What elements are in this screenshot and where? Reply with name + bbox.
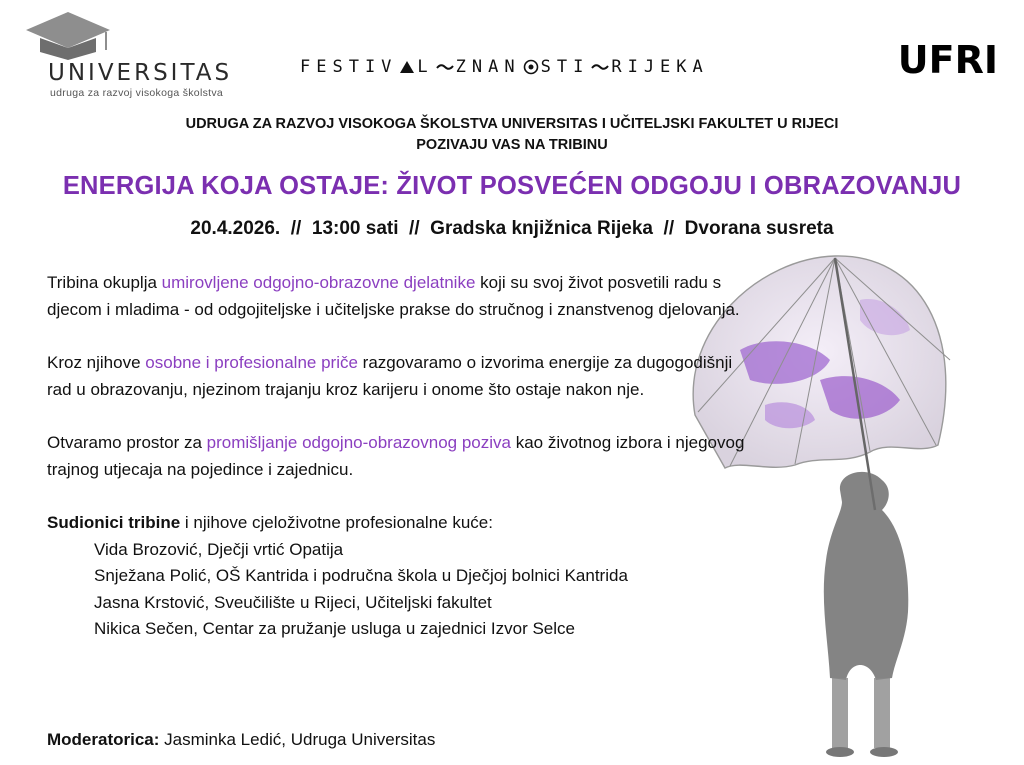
highlight: umirovljene odgojno-obrazovne djelatnike <box>161 273 476 292</box>
text: koji su svoj život posvetili radu s djecom i mladima - od odgojiteljske i učiteljske prakse do stručnog i znanstvenog djelovanja. <box>47 273 740 319</box>
participant-item: Nikica Sečen, Centar za pružanje usluga u zajednici Izvor Selce <box>94 619 575 638</box>
moderator-line <box>47 730 435 750</box>
organizers-line: UDRUGA ZA RAZVOJ VISOKOGA ŠKOLSTVA UNIVERSITAS I UČITELJSKI FAKULTET U RIJECI <box>185 116 839 132</box>
festival-part: L <box>417 57 434 77</box>
paragraph-2 <box>47 350 747 403</box>
ufri-logo: UFRI <box>897 38 998 82</box>
festival-part: FESTIV <box>300 57 398 77</box>
participants-heading: Sudionici tribine <box>47 513 181 532</box>
text: kao životnog izbora i njegovog trajnog utjecaja na pojedince i zajednicu. <box>47 433 745 479</box>
moderator-label: Moderatorica: <box>47 730 160 749</box>
invitation-line: POZIVAJU VAS NA TRIBINU <box>416 137 608 153</box>
festival-part: ZNAN <box>455 57 521 77</box>
wave-icon <box>591 62 609 72</box>
triangle-icon <box>399 60 415 74</box>
universitas-wordmark: UNIVERSITAS <box>48 60 233 86</box>
paragraph-1 <box>47 270 747 323</box>
participants-heading-rest: i njihove cjeloživotne profesionalne kuće: <box>180 513 493 532</box>
moderator-name: Jasminka Ledić, Udruga Universitas <box>159 730 436 749</box>
text: Tribina okuplja <box>47 273 162 292</box>
event-details: 20.4.2026. // 13:00 sati // Gradska knjižnica Rijeka // Dvorana susreta <box>190 218 834 239</box>
graduation-cap-icon <box>18 8 128 68</box>
universitas-subtitle: udruga za razvoj visokoga školstva <box>50 87 224 99</box>
universitas-logo <box>18 8 238 98</box>
festival-znanosti-logo <box>300 55 709 79</box>
highlight: osobne i profesionalne priče <box>145 353 358 372</box>
text: razgovaramo o izvorima energije za dugogodišnji rad u obrazovanju, njezinom trajanju kroz karijeru i onome što ostaje nakon nje. <box>47 353 733 399</box>
festival-part: RIJEKA <box>611 57 709 77</box>
text: Kroz njihove <box>47 353 146 372</box>
participant-item: Jasna Krstović, Sveučilište u Rijeci, Učiteljski fakultet <box>94 592 492 612</box>
invitation-body <box>47 270 747 643</box>
paragraph-3 <box>47 430 747 483</box>
wave-icon <box>436 62 454 72</box>
festival-part: STI <box>540 57 590 77</box>
target-icon <box>523 59 539 75</box>
event-title: ENERGIJA KOJA OSTAJE: ŽIVOT POSVEĆEN ODGOJU I OBRAZOVANJU <box>62 172 962 200</box>
participant-item: Vida Brozović, Dječji vrtić Opatija <box>94 539 344 559</box>
participants-list <box>47 510 747 643</box>
highlight: promišljanje odgojno-obrazovnog poziva <box>206 433 511 452</box>
text: Otvaramo prostor za <box>47 433 207 452</box>
participant-item: Snježana Polić, OŠ Kantrida i područna škola u Dječjoj bolnici Kantrida <box>94 566 628 585</box>
